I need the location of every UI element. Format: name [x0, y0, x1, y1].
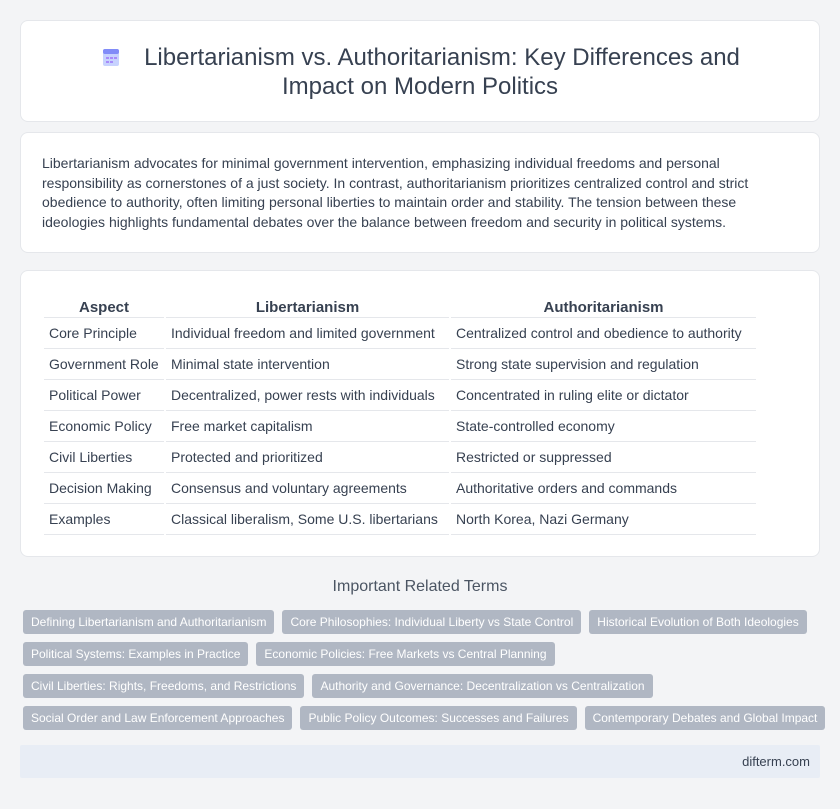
table-row — [44, 442, 756, 473]
header-aspect: Aspect — [44, 295, 164, 318]
intro-card — [20, 132, 820, 253]
cell-libertarianism: Free market capitalism — [166, 411, 449, 442]
table-row — [44, 411, 756, 442]
related-term-tag[interactable]: Political Systems: Examples in Practice — [23, 642, 248, 666]
related-term-tag[interactable]: Authority and Governance: Decentralization vs Centralization — [312, 674, 652, 698]
cell-aspect: Core Principle — [44, 318, 164, 349]
table-row — [44, 473, 756, 504]
cell-authoritarianism: Restricted or suppressed — [451, 442, 756, 473]
document-icon — [100, 46, 122, 68]
cell-aspect: Government Role — [44, 349, 164, 380]
table-row — [44, 380, 756, 411]
table-row — [44, 318, 756, 349]
related-term-tag[interactable]: Contemporary Debates and Global Impact — [585, 706, 826, 730]
tag-row — [23, 642, 823, 666]
comparison-card — [20, 270, 820, 557]
cell-libertarianism: Decentralized, power rests with individuals — [166, 380, 449, 411]
related-term-tag[interactable]: Defining Libertarianism and Authoritarianism — [23, 610, 274, 634]
cell-authoritarianism: State-controlled economy — [451, 411, 756, 442]
cell-libertarianism: Consensus and voluntary agreements — [166, 473, 449, 504]
footer — [20, 745, 820, 778]
cell-libertarianism: Classical liberalism, Some U.S. libertarians — [166, 504, 449, 535]
cell-libertarianism: Minimal state intervention — [166, 349, 449, 380]
page-title — [61, 43, 779, 101]
cell-libertarianism: Protected and prioritized — [166, 442, 449, 473]
related-term-tag[interactable]: Social Order and Law Enforcement Approaches — [23, 706, 292, 730]
related-term-tag[interactable]: Economic Policies: Free Markets vs Central Planning — [256, 642, 554, 666]
cell-authoritarianism: Concentrated in ruling elite or dictator — [451, 380, 756, 411]
cell-aspect: Civil Liberties — [44, 442, 164, 473]
table-header-row — [44, 295, 756, 318]
related-term-tag[interactable]: Civil Liberties: Rights, Freedoms, and Restrictions — [23, 674, 304, 698]
related-term-tag[interactable]: Public Policy Outcomes: Successes and Failures — [300, 706, 576, 730]
tag-row — [23, 674, 823, 698]
comparison-table — [42, 295, 758, 535]
cell-aspect: Decision Making — [44, 473, 164, 504]
intro-paragraph: Libertarianism advocates for minimal government intervention, emphasizing individual freedoms and personal responsibility as cornerstones of a just society. In contrast, authoritarianism prioritizes centralized control and strict obedience to authority, often limiting personal liberties to maintain order and stability. The tension between these ideologies highlights fundamental debates over the balance between freedom and security in political systems. — [42, 155, 749, 230]
cell-authoritarianism: Centralized control and obedience to authority — [451, 318, 756, 349]
page-title-text: Libertarianism vs. Authoritarianism: Key Differences and Impact on Modern Politics — [144, 44, 740, 100]
footer-site-link[interactable]: difterm.com — [742, 754, 810, 769]
cell-aspect: Examples — [44, 504, 164, 535]
related-term-tag[interactable]: Historical Evolution of Both Ideologies — [589, 610, 806, 634]
related-terms-list — [23, 610, 823, 738]
cell-authoritarianism: Strong state supervision and regulation — [451, 349, 756, 380]
cell-authoritarianism: North Korea, Nazi Germany — [451, 504, 756, 535]
table-row — [44, 349, 756, 380]
header-authoritarianism: Authoritarianism — [451, 295, 756, 318]
cell-aspect: Political Power — [44, 380, 164, 411]
related-term-tag[interactable]: Core Philosophies: Individual Liberty vs State Control — [282, 610, 581, 634]
cell-authoritarianism: Authoritative orders and commands — [451, 473, 756, 504]
header-libertarianism: Libertarianism — [166, 295, 449, 318]
tag-row — [23, 706, 823, 730]
title-card — [20, 20, 820, 122]
table-row — [44, 504, 756, 535]
related-terms-heading: Important Related Terms — [332, 578, 508, 595]
tag-row — [23, 610, 823, 634]
cell-libertarianism: Individual freedom and limited government — [166, 318, 449, 349]
cell-aspect: Economic Policy — [44, 411, 164, 442]
